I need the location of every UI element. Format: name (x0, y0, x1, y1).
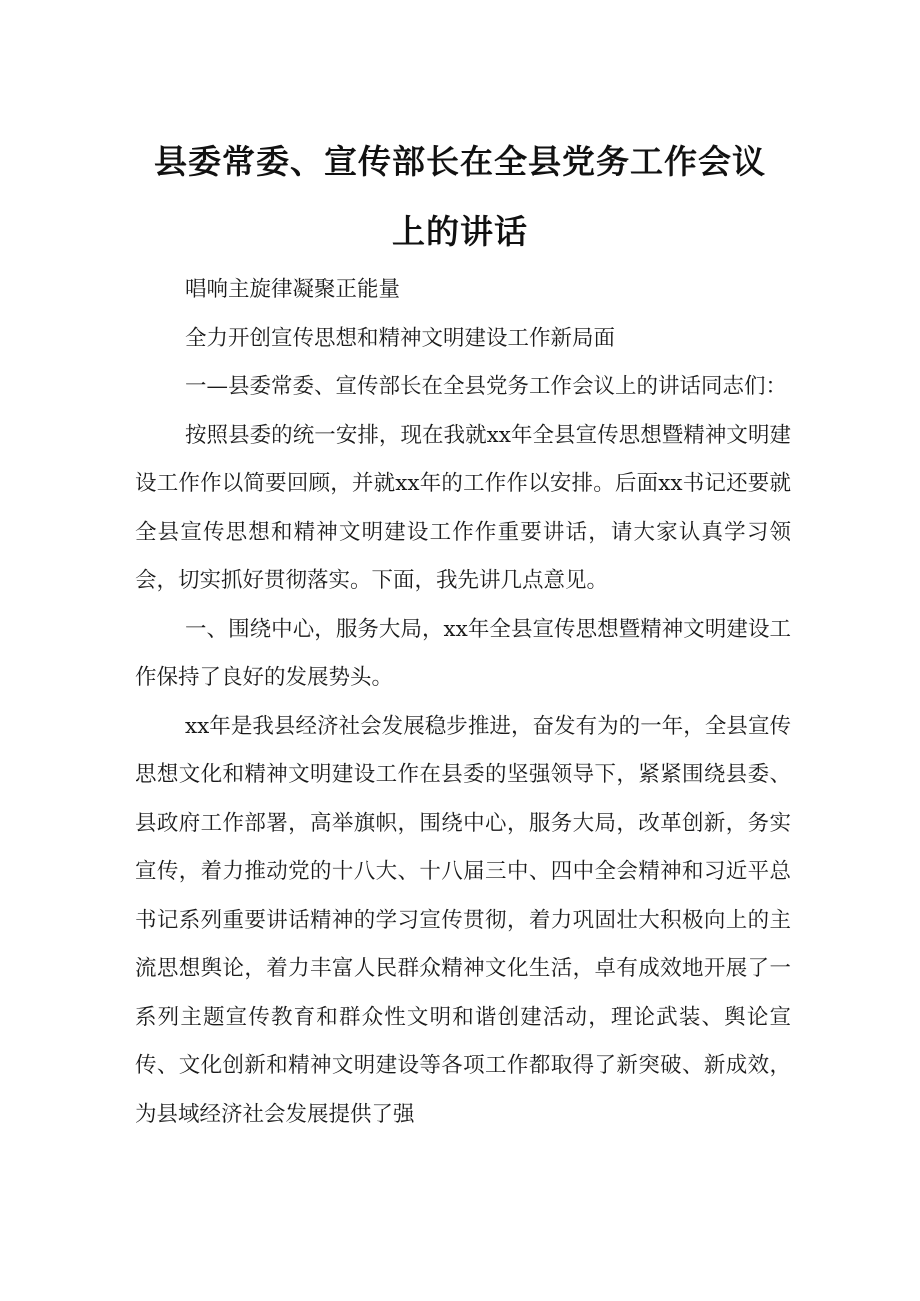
subtitle-paragraph: 唱响主旋律凝聚正能量 (185, 277, 401, 302)
document-title-line-1: 县委常委、宣传部长在全县党务工作会议 (154, 142, 766, 181)
body-paragraph: 一—县委常委、宣传部长在全县党务工作会议上的讲话同志们： (185, 374, 788, 399)
section-heading-paragraph: 一、围绕中心，服务大局，xx年全县宣传思想暨精神文明建设工作保持了良好的发展势头。 (135, 616, 791, 690)
body-paragraph: 按照县委的统一安排，现在我就xx年全县宣传思想暨精神文明建设工作作以简要回顾，并就xx年的工作作以安排。后面xx书记还要就全县宣传思想和精神文明建设工作作重要讲话，请大家认真学习领会，切实抓好贯彻落实。下面，我先讲几点意见。 (135, 422, 791, 593)
document-body (135, 266, 791, 1139)
document-title-line-2: 上的讲话 (392, 212, 528, 251)
body-paragraph: xx年是我县经济社会发展稳步推进，奋发有为的一年，全县宣传思想文化和精神文明建设工作在县委的坚强领导下，紧紧围绕县委、县政府工作部署，高举旗帜，围绕中心，服务大局，改革创新，务实宣传，着力推动党的十八大、十八届三中、四中全会精神和习近平总书记系列重要讲话精神的学习宣传贯彻，着力巩固壮大积极向上的主流思想舆论，着力丰富人民群众精神文化生活，卓有成效地开展了一系列主题宣传教育和群众性文明和谐创建活动，理论武装、舆论宣传、文化创新和精神文明建设等各项工作都取得了新突破、新成效，为县域经济社会发展提供了强 (135, 713, 791, 1127)
subtitle-paragraph: 全力开创宣传思想和精神文明建设工作新局面 (185, 325, 616, 351)
